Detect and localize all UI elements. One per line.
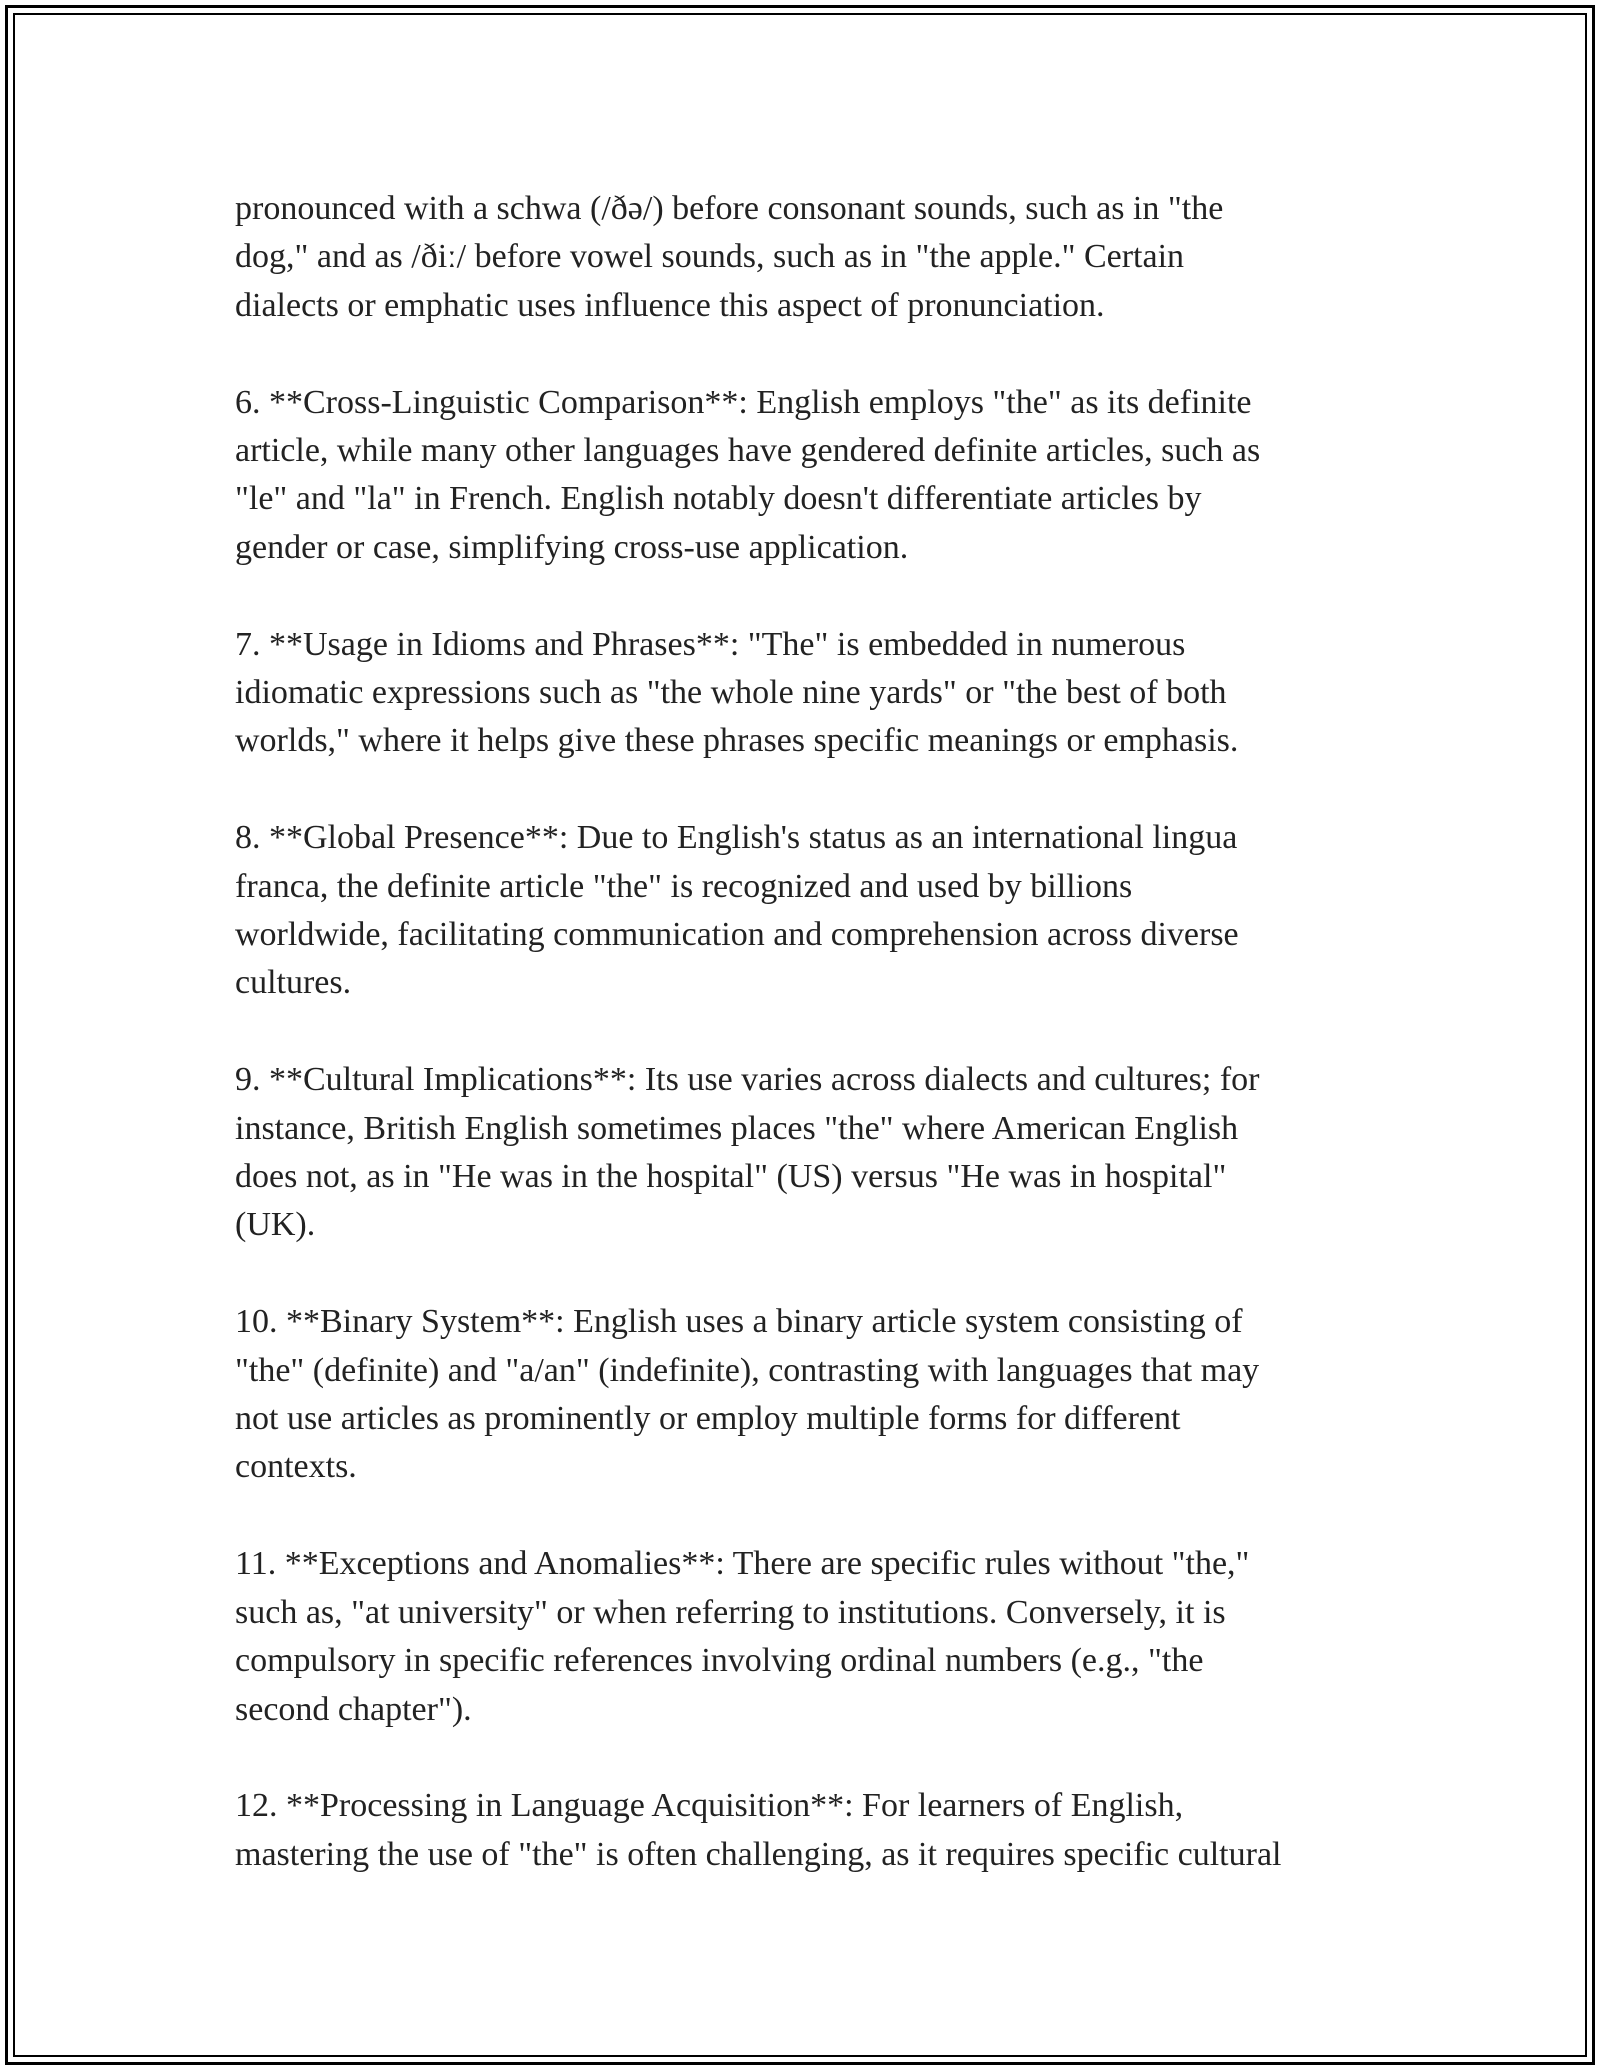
paragraph-binary-system: 10. **Binary System**: English uses a binary article system consisting of "the" (definite) and "a/an" (indefinite), contrasting with languages that may not use articles as prominently or employ multiple forms for different contexts. (235, 1303, 1260, 1486)
paragraph-idioms-and-phrases: 7. **Usage in Idioms and Phrases**: "The" is embedded in numerous idiomatic expressions such as "the whole nine yards" or "the best of both worlds," where it helps give these phrases specific meanings or emphasis. (235, 625, 1239, 760)
paragraph-exceptions-and-anomalies: 11. **Exceptions and Anomalies**: There are specific rules without "the," such as, "at university" or when referring to institutions. Conversely, it is compulsory in specific references involving ordinal numbers (e.g., "the second chapter"). (235, 1545, 1250, 1728)
document-body (235, 185, 1385, 1928)
paragraph-global-presence: 8. **Global Presence**: Due to English's status as an international lingua franca, the definite article "the" is recognized and used by billions worldwide, facilitating communication and comprehension across diverse cultures. (235, 819, 1239, 1002)
paragraph-cultural-implications: 9. **Cultural Implications**: Its use varies across dialects and cultures; for instance, British English sometimes places "the" where American English does not, as in "He was in the hospital" (US) versus "He was in hospital" (UK). (235, 1061, 1260, 1244)
paragraph-cross-linguistic-comparison: 6. **Cross-Linguistic Comparison**: English employs "the" as its definite article, while many other languages have gendered definite articles, such as "le" and "la" in French. English notably doesn't differentiate articles by gender or case, simplifying cross-use application. (235, 383, 1261, 566)
paragraph-pronunciation: pronounced with a schwa (/ðə/) before consonant sounds, such as in "the dog," and as /ðiː/ before vowel sounds, such as in "the apple." Certain dialects or emphatic uses influence this aspect of pronunciation. (235, 190, 1224, 324)
paragraph-language-acquisition: 12. **Processing in Language Acquisition**: For learners of English, mastering the use of "the" is often challenging, as it requires specific cultural (235, 1787, 1282, 1873)
